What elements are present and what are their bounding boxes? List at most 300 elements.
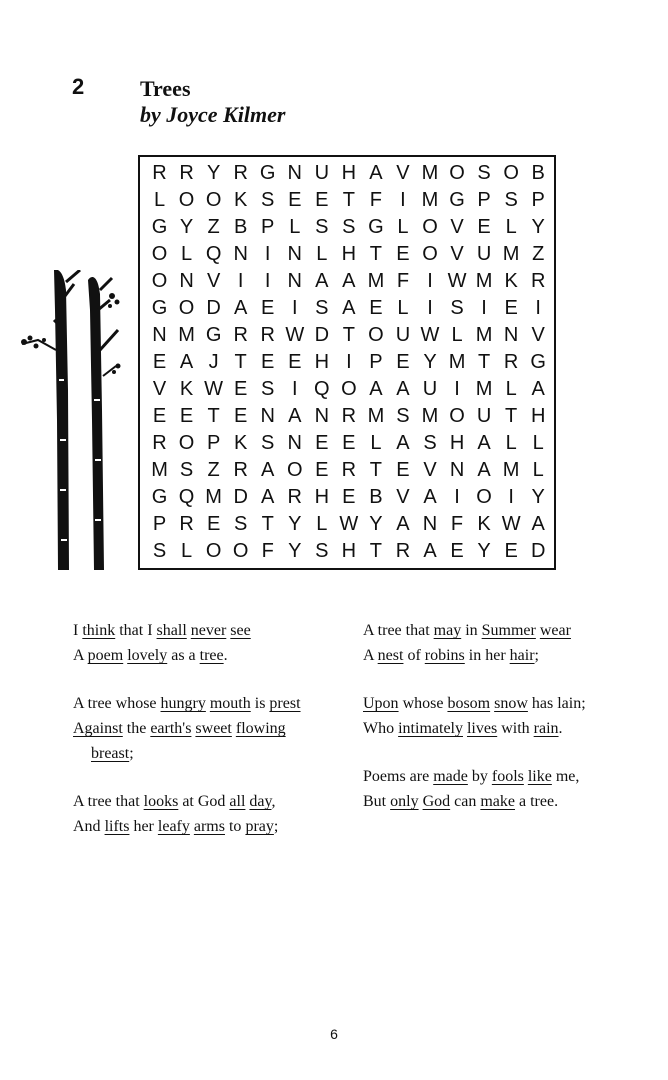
grid-letter: K (179, 378, 194, 400)
grid-letter: O (422, 216, 438, 238)
poem-column-right (363, 618, 586, 837)
poem-line (73, 618, 301, 643)
grid-letter: O (151, 270, 168, 292)
grid-letter: I (400, 189, 406, 211)
hidden-word: think (82, 622, 116, 639)
grid-letter: T (369, 540, 382, 562)
grid-letter: S (179, 459, 194, 481)
hidden-word: pray (245, 818, 274, 835)
grid-letter: M (205, 486, 222, 508)
grid-letter: T (207, 405, 220, 427)
hidden-word: mouth (209, 695, 251, 712)
grid-letter: P (261, 216, 275, 238)
hidden-word: lives (466, 720, 498, 737)
poem-text: , (271, 793, 276, 810)
grid-letter: R (341, 405, 357, 427)
grid-letter: G (530, 351, 546, 373)
grid-letter: S (152, 540, 167, 562)
grid-letter: N (287, 243, 302, 265)
grid-letter: R (341, 459, 357, 481)
grid-letter: O (205, 540, 222, 562)
grid-letter: O (178, 297, 195, 319)
poem-column-left (73, 618, 301, 862)
grid-letter: O (232, 540, 249, 562)
hidden-word: like (527, 768, 552, 785)
poem-text: by (467, 768, 492, 785)
poem-line (73, 789, 301, 814)
grid-letter: U (476, 243, 492, 265)
grid-letter: I (264, 270, 271, 292)
grid-letter: O (503, 162, 519, 184)
poem-stanza (363, 618, 586, 668)
grid-letter: M (178, 324, 195, 346)
grid-letter: M (502, 459, 520, 481)
grid-letter: M (421, 405, 439, 427)
hidden-word: never (190, 622, 227, 639)
grid-letter: Y (179, 216, 194, 238)
poem-text: me, (551, 768, 580, 785)
poem-line (73, 814, 301, 839)
grid-letter: U (395, 324, 411, 346)
grid-letter: I (427, 297, 433, 319)
grid-letter: H (314, 351, 330, 373)
poem-text: I (73, 622, 83, 639)
poem-line (73, 716, 301, 741)
poem-text: with (497, 720, 534, 737)
grid-letter: H (530, 405, 546, 427)
grid-letter: B (531, 162, 545, 184)
grid-letter: A (369, 162, 383, 184)
hidden-word: fools (491, 768, 524, 785)
grid-letter: L (505, 216, 517, 238)
grid-letter: T (505, 405, 518, 427)
grid-letter: G (259, 162, 276, 184)
grid-letter: M (367, 405, 385, 427)
grid-letter: I (535, 297, 541, 319)
grid-letter: V (423, 459, 437, 481)
grid-letter: P (369, 351, 383, 373)
hidden-word: sweet (195, 720, 232, 737)
hidden-word: tree (199, 647, 224, 664)
grid-letter: O (151, 243, 168, 265)
page-number: 6 (330, 1026, 338, 1042)
grid-letter: U (314, 162, 330, 184)
grid-letter: E (477, 216, 491, 238)
hidden-word: lovely (127, 647, 168, 664)
letter-grid (146, 160, 552, 565)
grid-letter: S (504, 189, 518, 211)
grid-letter: A (477, 459, 491, 481)
grid-letter: A (477, 432, 491, 454)
hidden-word: hungry (160, 695, 206, 712)
poem-text: ; (534, 647, 539, 664)
grid-letter: F (450, 513, 464, 535)
grid-letter: B (233, 216, 248, 238)
grid-letter: T (342, 189, 355, 211)
grid-letter: W (204, 378, 224, 400)
grid-letter: Y (531, 216, 545, 238)
grid-letter: I (427, 270, 433, 292)
grid-letter: Z (207, 216, 220, 238)
grid-letter: K (504, 270, 518, 292)
poem-text: A (73, 647, 88, 664)
grid-letter: M (475, 378, 493, 400)
grid-letter: V (396, 162, 410, 184)
grid-letter: E (342, 486, 356, 508)
hidden-word: hair (509, 647, 535, 664)
grid-letter: O (449, 162, 465, 184)
poem-text: But (363, 793, 391, 810)
grid-letter: L (505, 378, 517, 400)
poem-line (363, 691, 586, 716)
poem-text: in her (464, 647, 510, 664)
poem-text: is (250, 695, 270, 712)
hidden-word: earth's (150, 720, 192, 737)
grid-letter: E (396, 351, 410, 373)
grid-letter: R (233, 162, 248, 184)
poem-line (73, 643, 301, 668)
grid-letter: E (261, 297, 275, 319)
poem-line (363, 789, 586, 814)
grid-letter: I (237, 270, 244, 292)
grid-letter: Q (205, 243, 222, 265)
grid-letter: M (502, 243, 520, 265)
grid-letter: G (151, 486, 168, 508)
poem-text: can (450, 793, 481, 810)
poem-stanza (363, 691, 586, 741)
grid-letter: V (206, 270, 221, 292)
grid-letter: E (396, 243, 410, 265)
poem-text: ; (273, 818, 279, 835)
grid-letter: A (261, 486, 275, 508)
grid-letter: T (477, 351, 491, 373)
grid-letter: E (233, 405, 248, 427)
grid-letter: M (421, 189, 439, 211)
poem-text: A tree whose (73, 695, 161, 712)
grid-letter: A (531, 513, 545, 535)
puzzle-number: 2 (72, 74, 85, 99)
grid-letter: L (532, 459, 544, 481)
grid-letter: M (475, 324, 493, 346)
grid-letter: P (206, 432, 221, 454)
grid-letter: U (476, 405, 492, 427)
grid-letter: O (341, 378, 357, 400)
grid-letter: E (342, 432, 356, 454)
hidden-word: Against (73, 720, 123, 737)
grid-letter: L (451, 324, 463, 346)
poem-text: A tree that (363, 622, 434, 639)
grid-letter: S (315, 540, 329, 562)
grid-letter: O (476, 486, 492, 508)
grid-letter: T (234, 351, 247, 373)
grid-letter: I (346, 351, 352, 373)
grid-letter: J (208, 351, 219, 373)
poem-text: the (122, 720, 151, 737)
grid-letter: S (261, 432, 275, 454)
poem-text: A (363, 647, 378, 664)
grid-letter: H (341, 540, 357, 562)
poem-text: to (224, 818, 246, 835)
grid-letter: B (369, 486, 383, 508)
grid-letter: R (179, 162, 194, 184)
grid-letter: H (449, 432, 465, 454)
grid-letter: G (151, 216, 168, 238)
grid-letter: L (505, 432, 517, 454)
grid-letter: N (152, 324, 167, 346)
grid-letter: R (395, 540, 411, 562)
grid-letter: S (261, 378, 275, 400)
grid-letter: T (342, 324, 355, 346)
hidden-word: poem (87, 647, 124, 664)
hidden-word: leafy (157, 818, 190, 835)
poem-line (363, 618, 586, 643)
grid-letter: A (396, 432, 410, 454)
grid-letter: R (152, 162, 167, 184)
grid-letter: P (477, 189, 491, 211)
hidden-word: may (433, 622, 462, 639)
grid-letter: D (530, 540, 546, 562)
hidden-word: shall (156, 622, 187, 639)
grid-letter: A (233, 297, 248, 319)
grid-letter: A (396, 513, 410, 535)
grid-letter: E (288, 189, 302, 211)
grid-letter: Q (314, 378, 330, 400)
poem-line (73, 691, 301, 716)
poem-text: in (461, 622, 482, 639)
grid-letter: L (532, 432, 544, 454)
hidden-word: God (422, 793, 451, 810)
poem-line (363, 764, 586, 789)
grid-letter: I (454, 486, 460, 508)
grid-letter: R (152, 432, 167, 454)
grid-letter: I (291, 297, 298, 319)
hidden-word: robins (424, 647, 465, 664)
poem-text: as a (167, 647, 200, 664)
grid-letter: A (531, 378, 545, 400)
grid-letter: W (420, 324, 440, 346)
grid-letter: N (260, 405, 275, 427)
grid-letter: T (369, 243, 382, 265)
poem-text: A tree that (73, 793, 144, 810)
grid-letter: K (233, 189, 248, 211)
grid-letter: N (287, 270, 302, 292)
grid-letter: G (151, 297, 168, 319)
grid-letter: E (152, 405, 167, 427)
grid-letter: A (396, 378, 410, 400)
grid-letter: Y (423, 351, 437, 373)
grid-letter: D (206, 297, 221, 319)
grid-letter: A (261, 459, 275, 481)
hidden-word: bosom (447, 695, 491, 712)
hidden-word: nest (377, 647, 404, 664)
hidden-word: make (480, 793, 515, 810)
grid-letter: W (501, 513, 521, 535)
poem-text: at God (178, 793, 230, 810)
grid-letter: E (179, 405, 194, 427)
grid-letter: R (530, 270, 546, 292)
grid-letter: V (450, 243, 464, 265)
grid-letter: N (287, 162, 302, 184)
poem-text: . (558, 720, 563, 737)
grid-letter: S (315, 297, 329, 319)
grid-letter: E (233, 378, 248, 400)
poem-line (73, 741, 301, 766)
grid-letter: S (396, 405, 410, 427)
grid-letter: Y (369, 513, 383, 535)
poem-text: And (73, 818, 105, 835)
grid-letter: Y (477, 540, 491, 562)
poem-text: has lain; (527, 695, 586, 712)
grid-letter: F (261, 540, 274, 562)
grid-letter: A (423, 486, 437, 508)
grid-letter: V (450, 216, 464, 238)
grid-letter: T (261, 513, 274, 535)
grid-letter: A (179, 351, 194, 373)
hidden-word: looks (143, 793, 179, 810)
poem-title: Trees (140, 76, 191, 101)
grid-letter: W (285, 324, 305, 346)
grid-letter: P (152, 513, 167, 535)
grid-letter: E (504, 540, 518, 562)
grid-letter: F (369, 189, 382, 211)
grid-letter: S (315, 216, 329, 238)
grid-letter: E (315, 459, 329, 481)
grid-letter: L (316, 243, 328, 265)
poem-text: whose (398, 695, 448, 712)
grid-letter: I (454, 378, 460, 400)
grid-letter: E (288, 351, 302, 373)
grid-letter: M (475, 270, 493, 292)
grid-letter: R (287, 486, 302, 508)
grid-letter: O (449, 405, 465, 427)
hidden-word: made (433, 768, 468, 785)
grid-letter: O (205, 189, 222, 211)
grid-letter: L (181, 243, 193, 265)
poem-stanza (73, 618, 301, 668)
poem-text: a tree. (515, 793, 559, 810)
grid-letter: O (178, 432, 195, 454)
grid-letter: G (368, 216, 384, 238)
grid-letter: I (481, 297, 487, 319)
grid-letter: N (503, 324, 519, 346)
grid-letter: Y (531, 486, 545, 508)
hidden-word: arms (193, 818, 225, 835)
hidden-word: snow (494, 695, 528, 712)
grid-letter: N (179, 270, 194, 292)
grid-letter: G (449, 189, 465, 211)
grid-letter: L (316, 513, 328, 535)
grid-letter: M (421, 162, 439, 184)
hidden-word: Upon (363, 695, 399, 712)
grid-letter: N (287, 432, 302, 454)
grid-letter: L (397, 216, 409, 238)
grid-letter: S (423, 432, 437, 454)
grid-letter: N (314, 405, 330, 427)
grid-letter: S (261, 189, 275, 211)
grid-letter: O (368, 324, 384, 346)
grid-letter: I (508, 486, 514, 508)
grid-letter: A (423, 540, 437, 562)
grid-letter: Y (288, 513, 302, 535)
hidden-word: prest (269, 695, 301, 712)
grid-letter: W (339, 513, 359, 535)
grid-letter: N (449, 459, 465, 481)
hidden-word: only (390, 793, 419, 810)
grid-letter: O (286, 459, 303, 481)
grid-letter: N (422, 513, 438, 535)
grid-letter: E (504, 297, 518, 319)
grid-letter: W (447, 270, 467, 292)
hidden-word: Summer (481, 622, 536, 639)
poem-stanza (73, 691, 301, 766)
birch-trees-illustration (14, 270, 144, 580)
poem-text: that I (115, 622, 157, 639)
grid-letter: R (503, 351, 519, 373)
grid-letter: V (531, 324, 545, 346)
grid-letter: Z (532, 243, 545, 265)
poem-line (363, 716, 586, 741)
grid-letter: D (314, 324, 330, 346)
grid-letter: L (397, 297, 409, 319)
grid-letter: V (152, 378, 167, 400)
grid-letter: S (477, 162, 491, 184)
grid-letter: H (314, 486, 330, 508)
grid-letter: L (153, 189, 166, 211)
poem-text: Poems are (363, 768, 434, 785)
hidden-word: rain (533, 720, 559, 737)
grid-letter: E (450, 540, 464, 562)
grid-letter: E (396, 459, 410, 481)
word-search-grid (138, 155, 556, 570)
grid-letter: S (450, 297, 464, 319)
grid-letter: E (315, 189, 329, 211)
grid-letter: U (422, 378, 438, 400)
grid-letter: E (152, 351, 167, 373)
poem-stanza (363, 764, 586, 814)
grid-letter: Y (288, 540, 302, 562)
grid-letter: V (396, 486, 410, 508)
grid-letter: M (151, 459, 168, 481)
grid-letter: Y (206, 162, 221, 184)
grid-letter: K (477, 513, 491, 535)
hidden-word: flowing (235, 720, 286, 737)
grid-letter: A (342, 270, 356, 292)
grid-letter: E (206, 513, 221, 535)
hidden-word: breast (91, 745, 130, 762)
grid-letter: L (289, 216, 301, 238)
grid-letter: Z (207, 459, 220, 481)
grid-letter: P (531, 189, 545, 211)
grid-letter: I (291, 378, 298, 400)
poem-text: ; (129, 745, 134, 762)
grid-letter: R (233, 324, 248, 346)
poem-text: her (129, 818, 158, 835)
grid-letter: D (233, 486, 248, 508)
hidden-word: day (249, 793, 272, 810)
grid-letter: S (233, 513, 248, 535)
grid-letter: E (261, 351, 275, 373)
hidden-word: intimately (398, 720, 463, 737)
poem-stanza (73, 789, 301, 839)
grid-letter: N (233, 243, 248, 265)
grid-letter: O (178, 189, 195, 211)
grid-letter: L (181, 540, 193, 562)
grid-letter: E (315, 432, 329, 454)
grid-letter: S (342, 216, 356, 238)
poem-text: Who (363, 720, 399, 737)
hidden-word: lifts (104, 818, 130, 835)
grid-letter: A (315, 270, 329, 292)
